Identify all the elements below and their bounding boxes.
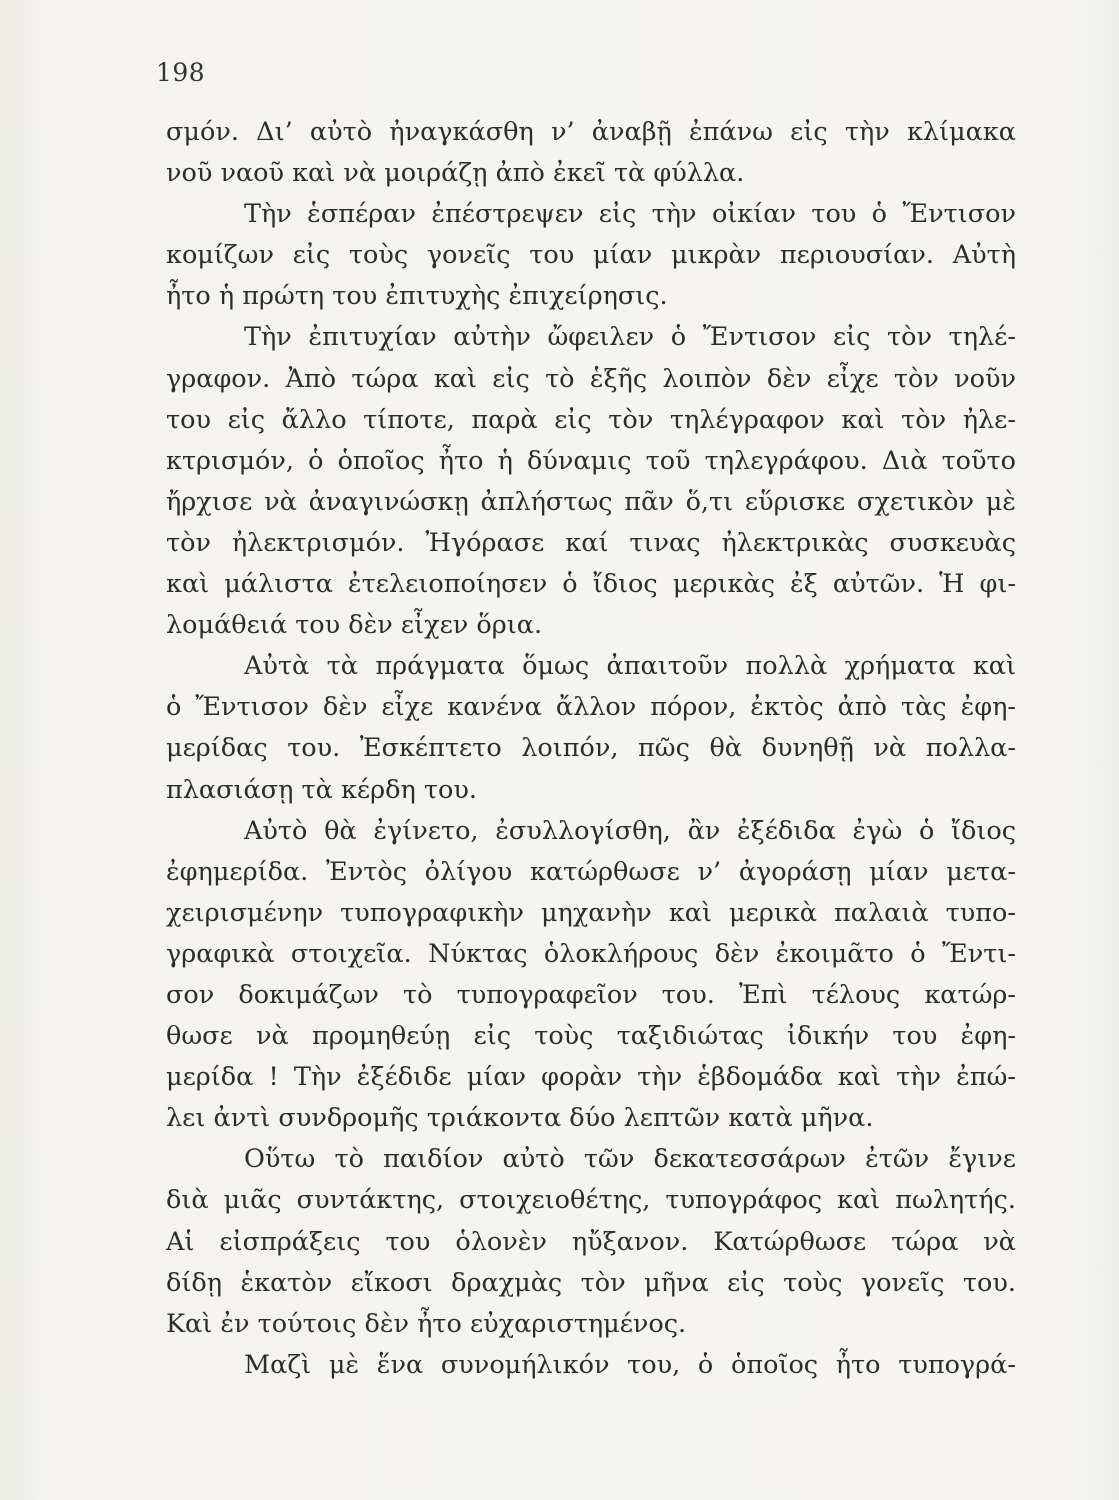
text-line: ἐφημερίδα. Ἐντὸς ὀλίγου κατώρθωσε ν’ ἀγοράσῃ μίαν μετα- [166,856,1016,887]
text-line: Αὐτὰ τὰ πράγματα ὅμως ἀπαιτοῦν πολλὰ χρήματα καὶ [244,651,1016,682]
text-line: γραφικὰ στοιχεῖα. Νύκτας ὁλοκλήρους δὲν ἐκοιμᾶτο ὁ Ἔντι- [166,938,1016,969]
text-line: τὸν ἠλεκτρισμόν. Ἠγόρασε καί τινας ἠλεκτρικὰς συσκευὰς [166,527,1016,558]
text-line: λει ἀντὶ συνδρομῆς τριάκοντα δύο λεπτῶν κατὰ μῆνα. [166,1103,874,1134]
text-line: πλασιάσῃ τὰ κέρδη του. [166,774,477,805]
text-line: ἤρχισε νὰ ἀναγινώσκῃ ἀπλήστως πᾶν ὅ,τι εὕρισκε σχετικὸν μὲ [166,486,1016,517]
text-line: κτρισμόν, ὁ ὁποῖος ἦτο ἡ δύναμις τοῦ τηλεγράφου. Διὰ τοῦτο [166,445,1016,476]
text-line: κομίζων εἰς τοὺς γονεῖς του μίαν μικρὰν περιουσίαν. Αὐτὴ [166,240,1016,271]
text-line: σμόν. Δι’ αὐτὸ ἠναγκάσθη ν’ ἀναβῇ ἐπάνω εἰς τὴν κλίμακα [166,117,1016,147]
text-line: Τὴν ἑσπέραν ἐπέστρεψεν εἰς τὴν οἰκίαν του ὁ Ἔντισον [244,199,1016,230]
text-line: νοῦ ναοῦ καὶ νὰ μοιράζῃ ἀπὸ ἐκεῖ τὰ φύλλα. [166,158,745,189]
text-line: καὶ μάλιστα ἐτελειοποίησεν ὁ ἴδιος μερικὰς ἐξ αὐτῶν. Ἡ φι- [166,569,1016,600]
text-line: Μαζὶ μὲ ἕνα συνομήλικόν του, ὁ ὁποῖος ἦτο τυπογρά- [244,1349,1016,1380]
text-line: Καὶ ἐν τούτοις δὲν ἦτο εὐχαριστημένος. [166,1308,687,1339]
text-line: του εἰς ἄλλο τίποτε, παρὰ εἰς τὸν τηλέγραφον καὶ τὸν ἠλε- [166,404,1016,435]
text-line: λομάθειά του δὲν εἶχεν ὅρια. [166,610,543,641]
body-text [166,112,1016,1386]
text-line: δίδῃ ἑκατὸν εἴκοσι δραχμὰς τὸν μῆνα εἰς τοὺς γονεῖς του. [166,1267,1016,1298]
text-line: μερίδας του. Ἐσκέπτετο λοιπόν, πῶς θὰ δυνηθῇ νὰ πολλα- [166,733,1016,764]
text-line: διὰ μιᾶς συντάκτης, στοιχειοθέτης, τυπογράφος καὶ πωλητής. [166,1185,1016,1216]
text-line: ὁ Ἔντισον δὲν εἶχε κανένα ἄλλον πόρον, ἐκτὸς ἀπὸ τὰς ἐφη- [166,692,1016,723]
page-number: 198 [156,58,206,87]
text-line: Αἱ εἰσπράξεις του ὁλονὲν ηὔξανον. Κατώρθωσε τώρα νὰ [166,1226,1016,1257]
text-line: γραφον. Ἀπὸ τώρα καὶ εἰς τὸ ἑξῆς λοιπὸν δὲν εἶχε τὸν νοῦν [166,363,1016,394]
text-line: ἦτο ἡ πρώτη του ἐπιτυχὴς ἐπιχείρησις. [166,281,668,312]
text-line: θωσε νὰ προμηθεύῃ εἰς τοὺς ταξιδιώτας ἰδικήν του ἐφη- [166,1021,1016,1052]
text-line: Αὐτὸ θὰ ἐγίνετο, ἐσυλλογίσθη, ἂν ἐξέδιδα ἐγὼ ὁ ἴδιος [244,815,1016,846]
text-line: σον δοκιμάζων τὸ τυπογραφεῖον του. Ἐπὶ τέλους κατώρ- [166,979,1016,1010]
text-line: Οὕτω τὸ παιδίον αὐτὸ τῶν δεκατεσσάρων ἐτῶν ἔγινε [244,1144,1016,1175]
text-line: χειρισμένην τυπογραφικὴν μηχανὴν καὶ μερικὰ παλαιὰ τυπο- [166,897,1016,928]
text-line: Τὴν ἐπιτυχίαν αὐτὴν ὤφειλεν ὁ Ἔντισον εἰς τὸν τηλέ- [244,322,1016,353]
text-line: μερίδα ! Τὴν ἐξέδιδε μίαν φορὰν τὴν ἑβδομάδα καὶ τὴν ἐπώ- [166,1062,1016,1093]
